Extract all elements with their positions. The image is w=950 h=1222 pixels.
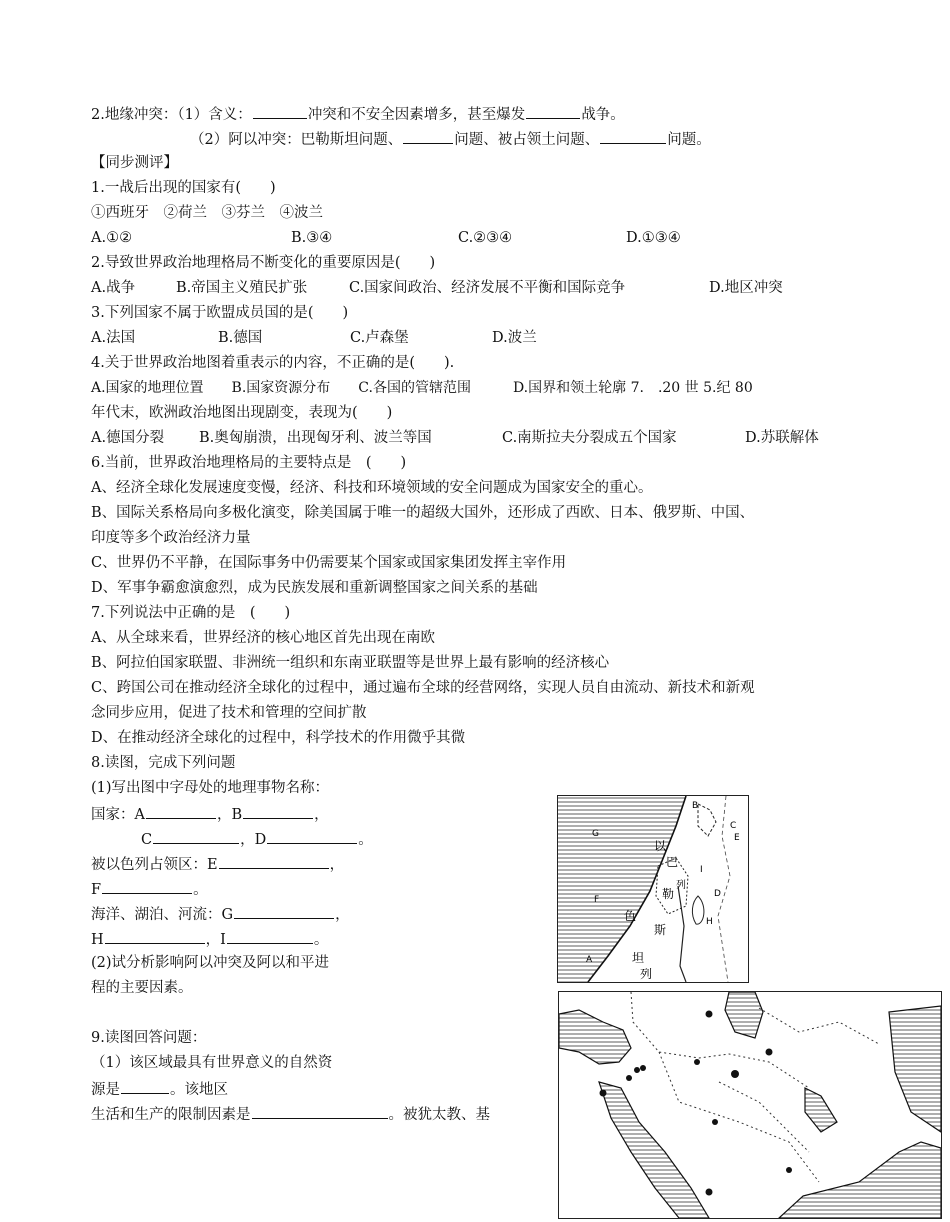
city-dot-9: [712, 1119, 718, 1125]
q2-option-a[interactable]: A.战争: [91, 280, 136, 296]
jordan-river: [678, 886, 686, 982]
map-char-lie-small: 列: [676, 880, 686, 891]
blank-issue-1[interactable]: [403, 128, 453, 144]
q1-option-b[interactable]: B.③④: [291, 230, 333, 246]
blank-country-c[interactable]: [153, 828, 239, 844]
israel-palestine-map: [557, 795, 749, 983]
blank-water-g[interactable]: [234, 903, 334, 919]
map-label-h: H: [706, 917, 713, 927]
map-char-ba: 巴: [666, 855, 679, 869]
city-dot-5: [626, 1075, 632, 1081]
q6-option-b[interactable]: B、国际关系格局向多极化演变，除美国属于唯一的超级大国外，还形成了西欧、日本、俄罗斯、中国、: [91, 505, 755, 521]
q6-option-d[interactable]: D、军事争霸愈演愈烈，成为民族发展和重新调整国家之间关系的基础: [91, 580, 538, 596]
q8-water-line: 海洋、湖泊、河流：G ，: [91, 903, 350, 925]
middle-east-map-graphic: [559, 992, 941, 1218]
q1-option-d[interactable]: D.①③④: [626, 230, 681, 246]
q2-option-d[interactable]: D.地区冲突: [709, 280, 783, 296]
map-char-si: 斯: [654, 923, 667, 937]
q6-option-b-cont: 印度等多个政治经济力量: [91, 530, 251, 546]
q6-option-a[interactable]: A、经济全球化发展速度变慢，经济、科技和环境领域的安全问题成为国家安全的重心。: [91, 480, 653, 496]
blank-country-d[interactable]: [267, 828, 357, 844]
q9-stem: 9.读图回答问题：: [91, 1030, 207, 1046]
persian-gulf: [805, 1088, 837, 1132]
blank-conflict-type[interactable]: [253, 103, 307, 119]
q5-option-b[interactable]: B.奥匈崩溃，出现匈牙利、波兰等国: [199, 430, 432, 446]
blank-occupied-e[interactable]: [219, 853, 329, 869]
blank-occupied-f[interactable]: [102, 878, 192, 894]
map-char-lie: 列: [640, 967, 653, 981]
mediterranean-sea: [559, 1010, 631, 1064]
caspian-sea: [725, 992, 763, 1038]
q5-option-d[interactable]: D.苏联解体: [745, 430, 819, 446]
q7-option-a[interactable]: A、从全球来看，世界经济的核心地区首先出现在南欧: [91, 630, 435, 646]
q7-option-c[interactable]: C、跨国公司在推动经济全球化的过程中，通过遍布全球的经营网络，实现人员自由流动、新技术和新观: [91, 680, 755, 696]
q8-stem: 8.读图，完成下列问题: [91, 755, 236, 771]
q7-option-c-cont: 念同步应用，促进了技术和管理的空间扩散: [91, 705, 367, 721]
q3-stem: 3.下列国家不属于欧盟成员国的是( ): [91, 305, 349, 321]
q8-part2: (2)试分析影响阿以冲突及阿以和平进: [91, 955, 330, 971]
q5-option-a[interactable]: A.德国分裂: [91, 430, 165, 446]
arabian-sea: [889, 1006, 941, 1132]
q1-stem: 1.一战后出现的国家有( ): [91, 180, 276, 196]
q8-part1: (1)写出图中字母处的地理事物名称：: [91, 780, 330, 796]
city-dot-10: [706, 1189, 713, 1196]
map-label-d: D: [714, 889, 721, 899]
map-char-se: 色: [624, 909, 637, 923]
blank-water-i[interactable]: [227, 928, 313, 944]
map-char-le: 勒: [662, 887, 675, 901]
conflict-meaning-line: 2.地缘冲突：（1）含义： 冲突和不安全因素增多，甚至爆发 战争。: [91, 103, 625, 125]
q8-occupied-line: 被以色列占领区：E ，: [91, 853, 344, 875]
city-dot-3: [634, 1067, 640, 1073]
section-heading: 【同步测评】: [91, 155, 178, 171]
city-dot-2: [600, 1090, 607, 1097]
q4-options-line: A.国家的地理位置 B.国家资源分布 C.各国的管辖范围 D.国界和领土轮廓 7. .20 世 5.纪 80: [91, 380, 753, 396]
map-label-f: F: [594, 895, 600, 905]
q5-stem: 年代末，欧洲政治地图出现剧变，表现为( ): [91, 405, 393, 421]
q9-part2: 生活和生产的限制因素是 。被犹太教、基: [91, 1103, 490, 1125]
blank-country-a[interactable]: [146, 803, 216, 819]
q2-option-b[interactable]: B.帝国主义殖民扩张: [176, 280, 308, 296]
q3-option-b[interactable]: B.德国: [218, 330, 263, 346]
q3-option-a[interactable]: A.法国: [91, 330, 136, 346]
q7-stem: 7.下列说法中正确的是 ( ): [91, 605, 291, 621]
q9-part1: （1）该区域最具有世界意义的自然资: [91, 1055, 333, 1071]
gulf-of-aden: [779, 1142, 941, 1218]
q8-country-line1: 国家：A ，B ，: [91, 803, 329, 825]
city-dot-4: [640, 1065, 646, 1071]
q2-option-c[interactable]: C.国家间政治、经济发展不平衡和国际竞争: [349, 280, 626, 296]
q2-stem: 2.导致世界政治地理格局不断变化的重要原因是( ): [91, 255, 436, 271]
blank-issue-2[interactable]: [600, 128, 666, 144]
q8-country-line2: C ，D 。: [141, 828, 373, 850]
q9-part1-cont: 源是 。该地区: [91, 1078, 228, 1100]
q6-option-c[interactable]: C、世界仍不平静，在国际事务中仍需要某个国家或国家集团发挥主宰作用: [91, 555, 567, 571]
red-sea: [599, 1082, 709, 1218]
blank-water-h[interactable]: [105, 928, 205, 944]
q1-option-a[interactable]: A.①②: [91, 230, 133, 246]
q4-stem: 4.关于世界政治地图着重表示的内容，不正确的是( ).: [91, 355, 455, 371]
map-label-e: E: [734, 833, 740, 843]
q3-option-c[interactable]: C.卢森堡: [350, 330, 409, 346]
q3-option-d[interactable]: D.波兰: [492, 330, 537, 346]
blank-resource[interactable]: [121, 1078, 169, 1094]
q8-water-hi-line: H ，I 。: [91, 928, 328, 950]
map-char-tan: 坦: [632, 951, 645, 965]
dead-sea: [692, 896, 704, 924]
city-dot-6: [694, 1059, 700, 1065]
q8-occupied-f-line: F 。: [91, 878, 208, 900]
blank-war-type[interactable]: [526, 103, 580, 119]
q7-option-d[interactable]: D、在推动经济全球化的过程中，科学技术的作用微乎其微: [91, 730, 466, 746]
border-north: [698, 804, 716, 836]
blank-limiting-factor[interactable]: [252, 1103, 388, 1119]
map-label-g: G: [592, 829, 599, 839]
map-label-i: I: [700, 865, 703, 875]
q1-items: ①西班牙 ②荷兰 ③芬兰 ④波兰: [91, 205, 323, 221]
map-label-a: A: [586, 955, 593, 965]
city-dot-1: [706, 1011, 713, 1018]
map-char-yi: 以: [654, 839, 667, 853]
blank-country-b[interactable]: [243, 803, 313, 819]
q5-option-c[interactable]: C.南斯拉夫分裂成五个国家: [502, 430, 677, 446]
arab-israel-line: （2）阿以冲突：巴勒斯坦问题、 问题、被占领土问题、 问题。: [190, 128, 711, 150]
q8-part2-cont: 程的主要因素。: [91, 980, 193, 996]
middle-east-map: [558, 991, 942, 1219]
q1-option-c[interactable]: C.②③④: [458, 230, 513, 246]
city-dot-11: [786, 1167, 792, 1173]
israel-map-graphic: [558, 796, 748, 982]
city-dot-7: [731, 1070, 739, 1078]
q7-option-b[interactable]: B、阿拉伯国家联盟、非洲统一组织和东南亚联盟等是世界上最有影响的经济核心: [91, 655, 610, 671]
city-dot-8: [766, 1049, 773, 1056]
q6-stem: 6.当前，世界政治地理格局的主要特点是 ( ): [91, 455, 407, 471]
map-label-b: B: [692, 801, 699, 811]
map-label-c: C: [730, 821, 737, 831]
